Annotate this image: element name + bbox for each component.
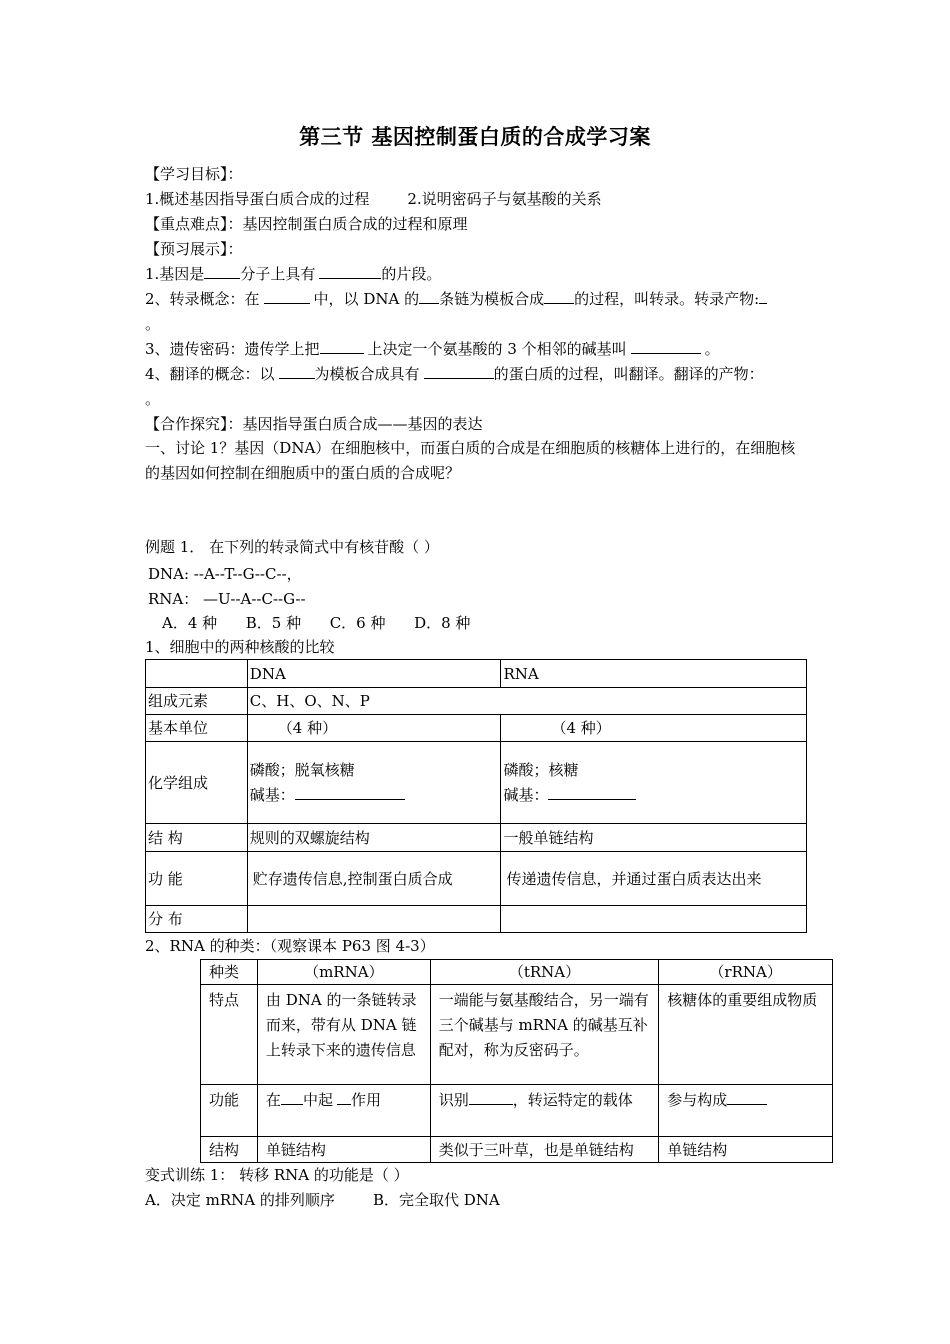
page-title: 第三节 基因控制蛋白质的合成学习案 <box>299 124 651 149</box>
preview-question-4: 4、翻译的概念：以 为模板合成具有 的蛋白质的过程，叫翻译。翻译的产物： <box>145 365 764 383</box>
mrna-structure: 单链结构 <box>257 1137 430 1163</box>
table-row <box>146 688 807 715</box>
row-label: 分 布 <box>146 906 248 933</box>
goals-line <box>145 189 602 209</box>
table-row <box>201 960 833 985</box>
row-label: 化学组成 <box>146 742 248 824</box>
example-1-dna: DNA: --A--T--G--C--， <box>148 565 302 583</box>
row-label: 功能 <box>201 1085 258 1137</box>
table-header-trna: （tRNA） <box>430 960 659 985</box>
blank[interactable] <box>759 289 767 304</box>
preview-question-2-end: 。 <box>145 315 161 333</box>
mrna-function: 在 中起 作用 <box>257 1085 430 1137</box>
base-blanks[interactable] <box>295 785 405 800</box>
table-row <box>146 906 807 933</box>
blank[interactable] <box>544 289 574 304</box>
blank[interactable] <box>204 264 240 279</box>
trna-structure: 类似于三叶草，也是单链结构 <box>430 1137 659 1163</box>
table-header-rrna: （rRNA） <box>659 960 833 985</box>
row-label: 特点 <box>201 985 258 1085</box>
table-header-dna: DNA <box>247 660 501 688</box>
nucleic-acid-comparison-table <box>145 659 807 933</box>
goals-header: 【学习目标】： <box>145 165 243 183</box>
explore-header: 【合作探究】：基因指导蛋白质合成——基因的表达 <box>145 415 483 433</box>
example-1-options: A．4 种 B．5 种 C．6 种 D．8 种 <box>162 614 471 632</box>
blank[interactable] <box>264 289 310 304</box>
preview-header: 【预习展示】： <box>145 240 243 258</box>
rna-function: 传递遗传信息，并通过蛋白质表达出来 <box>501 852 807 906</box>
table-header-rna: RNA <box>501 660 807 688</box>
dna-function: 贮存遗传信息,控制蛋白质合成 <box>247 852 501 906</box>
blank[interactable] <box>320 339 364 354</box>
preview-question-2: 2、转录概念：在 中，以 DNA 的 条链为模板合成 的过程，叫转录。转录产物: <box>145 289 767 309</box>
mrna-feature: 由 DNA 的一条链转录而来，带有从 DNA 链上转录下来的遗传信息 <box>257 985 430 1085</box>
blank[interactable] <box>469 1090 513 1105</box>
trna-function: 识别 ，转运特定的载体 <box>430 1085 659 1137</box>
discussion-1: 一、讨论 1？基因（DNA）在细胞核中，而蛋白质的合成是在细胞质的核糖体上进行的，在细胞核的基因如何控制在细胞质中的蛋白质的合成呢？ <box>145 439 796 482</box>
table-row <box>146 824 807 852</box>
table-row <box>201 1085 833 1137</box>
table-header-mrna: （mRNA） <box>257 960 430 985</box>
dna-structure: 规则的双螺旋结构 <box>247 824 501 852</box>
blank[interactable] <box>727 1090 767 1105</box>
base-blanks[interactable] <box>548 785 636 800</box>
rrna-feature: 核糖体的重要组成物质 <box>659 985 833 1085</box>
blank[interactable] <box>279 364 315 379</box>
table-row <box>201 985 833 1085</box>
variant-1-options: A．决定 mRNA 的排列顺序 B．完全取代 DNA <box>145 1191 500 1209</box>
table-row <box>146 852 807 906</box>
blank[interactable] <box>631 339 701 354</box>
table-row <box>146 742 807 824</box>
table-header: 种类 <box>201 960 258 985</box>
preview-question-3: 3、遗传密码：遗传学上把 上决定一个氨基酸的 3 个相邻的碱基叫 。 <box>145 340 720 358</box>
preview-question-4-end: 。 <box>145 390 161 408</box>
blank[interactable] <box>424 364 494 379</box>
row-label: 功 能 <box>146 852 248 906</box>
key-points: 【重点难点】：基因控制蛋白质合成的过程和原理 <box>145 215 468 233</box>
elements-value: C、H、O、N、P <box>247 688 806 715</box>
example-1-rna: RNA： —U--A--C--G-- <box>148 590 306 608</box>
rna-distribution[interactable] <box>501 906 807 933</box>
rna-types-table <box>200 959 833 1163</box>
table-row <box>201 1137 833 1163</box>
rrna-structure: 单链结构 <box>659 1137 833 1163</box>
blank[interactable] <box>319 264 381 279</box>
variant-1-question: 变式训练 1： 转移 RNA 的功能是（ ） <box>145 1166 409 1184</box>
dna-distribution[interactable] <box>247 906 501 933</box>
blank[interactable] <box>281 1090 303 1105</box>
blank[interactable] <box>337 1090 351 1105</box>
rna-unit: （4 种） <box>501 715 807 742</box>
dna-unit: （4 种） <box>247 715 501 742</box>
table-cell <box>146 660 248 688</box>
row-label: 基本单位 <box>146 715 248 742</box>
preview-question-1: 1.基因是 分子上具有 的片段。 <box>145 265 442 283</box>
table-row <box>146 715 807 742</box>
table-row <box>146 660 807 688</box>
row-label: 结构 <box>201 1137 258 1163</box>
dna-chem: 磷酸；脱氧核糖 碱基： <box>247 742 501 824</box>
trna-feature: 一端能与氨基酸结合，另一端有三个碱基与 mRNA 的碱基互补配对，称为反密码子。 <box>430 985 659 1085</box>
rna-types-title: 2、RNA 的种类：（观察课本 P63 图 4-3） <box>145 937 435 955</box>
row-label: 组成元素 <box>146 688 248 715</box>
rrna-function: 参与构成 <box>659 1085 833 1137</box>
rna-structure: 一般单链结构 <box>501 824 807 852</box>
compare-title: 1、细胞中的两种核酸的比较 <box>145 638 335 656</box>
goal-2: 2.说明密码子与氨基酸的关系 <box>407 190 602 208</box>
blank[interactable] <box>419 289 439 304</box>
row-label: 结 构 <box>146 824 248 852</box>
goal-1: 1.概述基因指导蛋白质合成的过程 <box>145 190 370 208</box>
rna-chem: 磷酸；核糖 碱基： <box>501 742 807 824</box>
example-1-question: 例题 1． 在下列的转录简式中有核苷酸（ ） <box>145 538 439 556</box>
